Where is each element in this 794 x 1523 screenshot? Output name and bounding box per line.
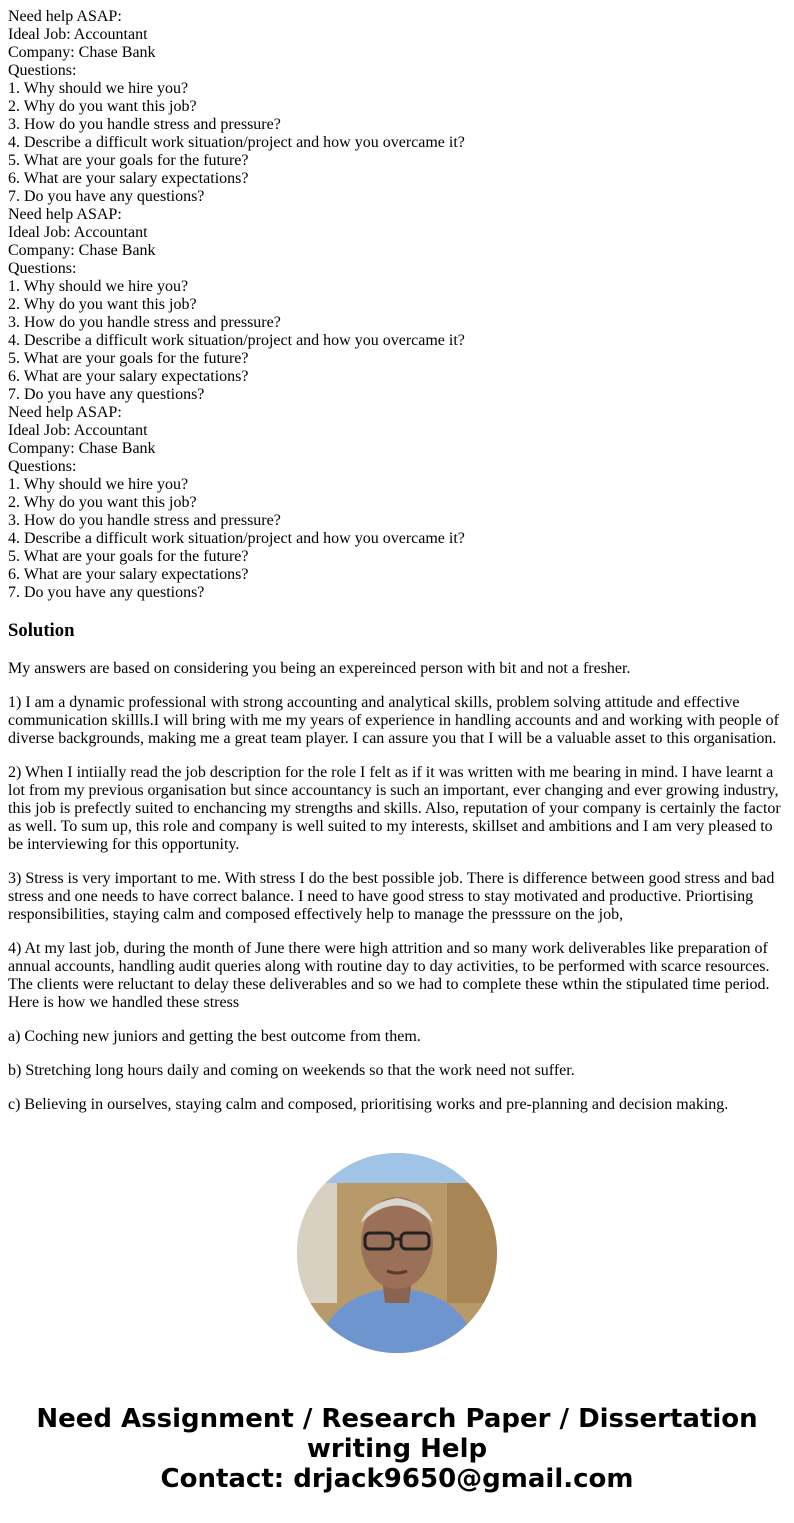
contact-footer	[0, 1404, 794, 1494]
question-line: 4. Describe a difficult work situation/project and how you overcame it?	[8, 332, 465, 349]
author-avatar	[297, 1153, 497, 1353]
solution-heading: Solution	[8, 620, 75, 641]
question-line: 6. What are your salary expectations?	[8, 368, 249, 385]
question-line: Need help ASAP:	[8, 206, 122, 223]
question-line: 1. Why should we hire you?	[8, 278, 189, 295]
question-line: Company: Chase Bank	[8, 440, 156, 457]
question-line: Questions:	[8, 62, 77, 79]
question-line: 4. Describe a difficult work situation/project and how you overcame it?	[8, 134, 465, 151]
question-line: Need help ASAP:	[8, 8, 122, 25]
question-line: Company: Chase Bank	[8, 242, 156, 259]
question-line: Questions:	[8, 260, 77, 277]
question-line: Ideal Job: Accountant	[8, 26, 148, 43]
solution-section	[8, 660, 786, 1114]
question-line: 6. What are your salary expectations?	[8, 566, 249, 583]
question-line: 2. Why do you want this job?	[8, 98, 197, 115]
question-line: 2. Why do you want this job?	[8, 494, 197, 511]
footer-contact: Contact: drjack9650@gmail.com	[160, 1464, 634, 1494]
solution-paragraph: 1) I am a dynamic professional with strong accounting and analytical skills, problem solving attitude and effective communication skillls.I will bring with me my years of experience in handling accounts and and working with people of diverse backgrounds, making me a great team player. I can assure you that I will be a valuable asset to this organisation.	[8, 694, 779, 747]
solution-paragraph: 2) When I intiially read the job description for the role I felt as if it was written with me bearing in mind. I have learnt a lot from my previous organisation but since accountancy is such an important, ever changing and ever growing industry, this job is prefectly suited to enchancing my strengths and skills. Also, reputation of your company is certainly the factor as well. To sum up, this role and company is well suited to my interests, skillset and ambitions and I am very pleased to be interviewing for this opportunity.	[8, 764, 781, 853]
question-line: 5. What are your goals for the future?	[8, 548, 249, 565]
question-line: 7. Do you have any questions?	[8, 584, 205, 601]
solution-paragraph: b) Stretching long hours daily and coming on weekends so that the work need not suffer.	[8, 1062, 575, 1079]
solution-paragraph: c) Believing in ourselves, staying calm and composed, prioritising works and pre-planning and decision making.	[8, 1096, 729, 1113]
question-line: Ideal Job: Accountant	[8, 422, 148, 439]
question-line: 5. What are your goals for the future?	[8, 152, 249, 169]
footer-line-1: Need Assignment / Research Paper / Dissertation	[36, 1404, 758, 1434]
solution-paragraph: 4) At my last job, during the month of June there were high attrition and so many work deliverables like preparation of annual accounts, handling audit queries along with routine day to day activities, to be performed with scarce resources. The clients were reluctant to delay these deliverables and so we had to complete these wthin the stipulated time period. Here is how we handled these stress	[8, 940, 770, 1011]
solution-paragraph: a) Coching new juniors and getting the best outcome from them.	[8, 1028, 421, 1045]
author-photo-icon	[297, 1153, 497, 1353]
question-line: 7. Do you have any questions?	[8, 188, 205, 205]
question-line: 1. Why should we hire you?	[8, 80, 189, 97]
question-line: Need help ASAP:	[8, 404, 122, 421]
question-line: 3. How do you handle stress and pressure?	[8, 116, 281, 133]
solution-paragraph: My answers are based on considering you being an expereinced person with bit and not a fresher.	[8, 660, 631, 677]
question-line: 1. Why should we hire you?	[8, 476, 189, 493]
question-line: 4. Describe a difficult work situation/project and how you overcame it?	[8, 530, 465, 547]
question-line: Company: Chase Bank	[8, 44, 156, 61]
question-line: 5. What are your goals for the future?	[8, 350, 249, 367]
question-section	[8, 8, 786, 602]
solution-paragraph: 3) Stress is very important to me. With stress I do the best possible job. There is difference between good stress and bad stress and one needs to have correct balance. I need to have good stress to stay motivated and productive. Priortising responsibilities, staying calm and composed effectively help to manage the presssure on the job,	[8, 870, 775, 923]
question-line: Ideal Job: Accountant	[8, 224, 148, 241]
question-line: 6. What are your salary expectations?	[8, 170, 249, 187]
question-line: 2. Why do you want this job?	[8, 296, 197, 313]
question-line: 3. How do you handle stress and pressure?	[8, 512, 281, 529]
footer-line-2: writing Help	[306, 1434, 488, 1464]
question-line: 3. How do you handle stress and pressure?	[8, 314, 281, 331]
question-line: Questions:	[8, 458, 77, 475]
question-line: 7. Do you have any questions?	[8, 386, 205, 403]
